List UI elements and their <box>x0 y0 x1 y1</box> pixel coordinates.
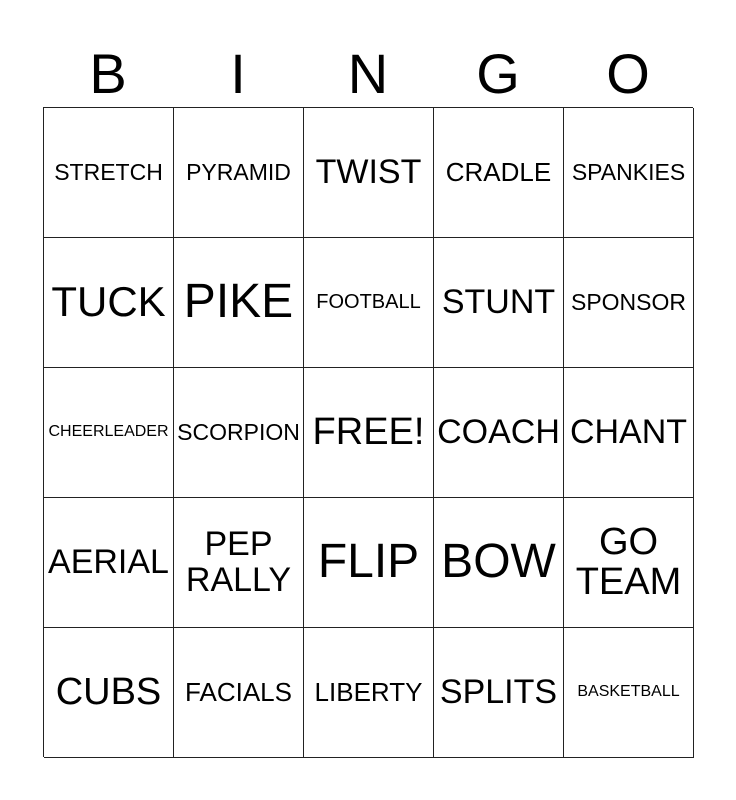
bingo-cell[interactable]: CRADLE <box>434 108 564 238</box>
bingo-cell[interactable]: AERIAL <box>44 498 174 628</box>
header-letter-g: G <box>476 42 520 105</box>
bingo-cell[interactable]: SPLITS <box>434 628 564 758</box>
bingo-card <box>43 107 693 757</box>
bingo-cell[interactable]: PYRAMID <box>174 108 304 238</box>
free-space[interactable]: FREE! <box>304 368 434 498</box>
header-letter-o: O <box>606 42 650 105</box>
bingo-cell[interactable]: CHEERLEADER <box>44 368 174 498</box>
header-letter-i: I <box>230 42 246 105</box>
bingo-cell[interactable]: CHANT <box>564 368 694 498</box>
bingo-header <box>43 40 693 108</box>
bingo-cell[interactable]: BASKETBALL <box>564 628 694 758</box>
bingo-cell[interactable]: SPANKIES <box>564 108 694 238</box>
bingo-cell[interactable]: LIBERTY <box>304 628 434 758</box>
bingo-cell[interactable]: STRETCH <box>44 108 174 238</box>
bingo-cell[interactable]: COACH <box>434 368 564 498</box>
bingo-cell[interactable]: SCORPION <box>174 368 304 498</box>
header-letter-n: N <box>347 42 389 105</box>
bingo-cell[interactable]: FACIALS <box>174 628 304 758</box>
bingo-cell[interactable]: TWIST <box>304 108 434 238</box>
header-letter-b: B <box>89 42 127 105</box>
bingo-cell[interactable]: GO TEAM <box>564 498 694 628</box>
bingo-cell[interactable]: BOW <box>434 498 564 628</box>
bingo-cell[interactable]: PIKE <box>174 238 304 368</box>
bingo-cell[interactable]: STUNT <box>434 238 564 368</box>
bingo-cell[interactable]: FOOTBALL <box>304 238 434 368</box>
bingo-cell[interactable]: PEP RALLY <box>174 498 304 628</box>
bingo-cell[interactable]: CUBS <box>44 628 174 758</box>
bingo-cell[interactable]: TUCK <box>44 238 174 368</box>
bingo-cell[interactable]: FLIP <box>304 498 434 628</box>
bingo-cell[interactable]: SPONSOR <box>564 238 694 368</box>
